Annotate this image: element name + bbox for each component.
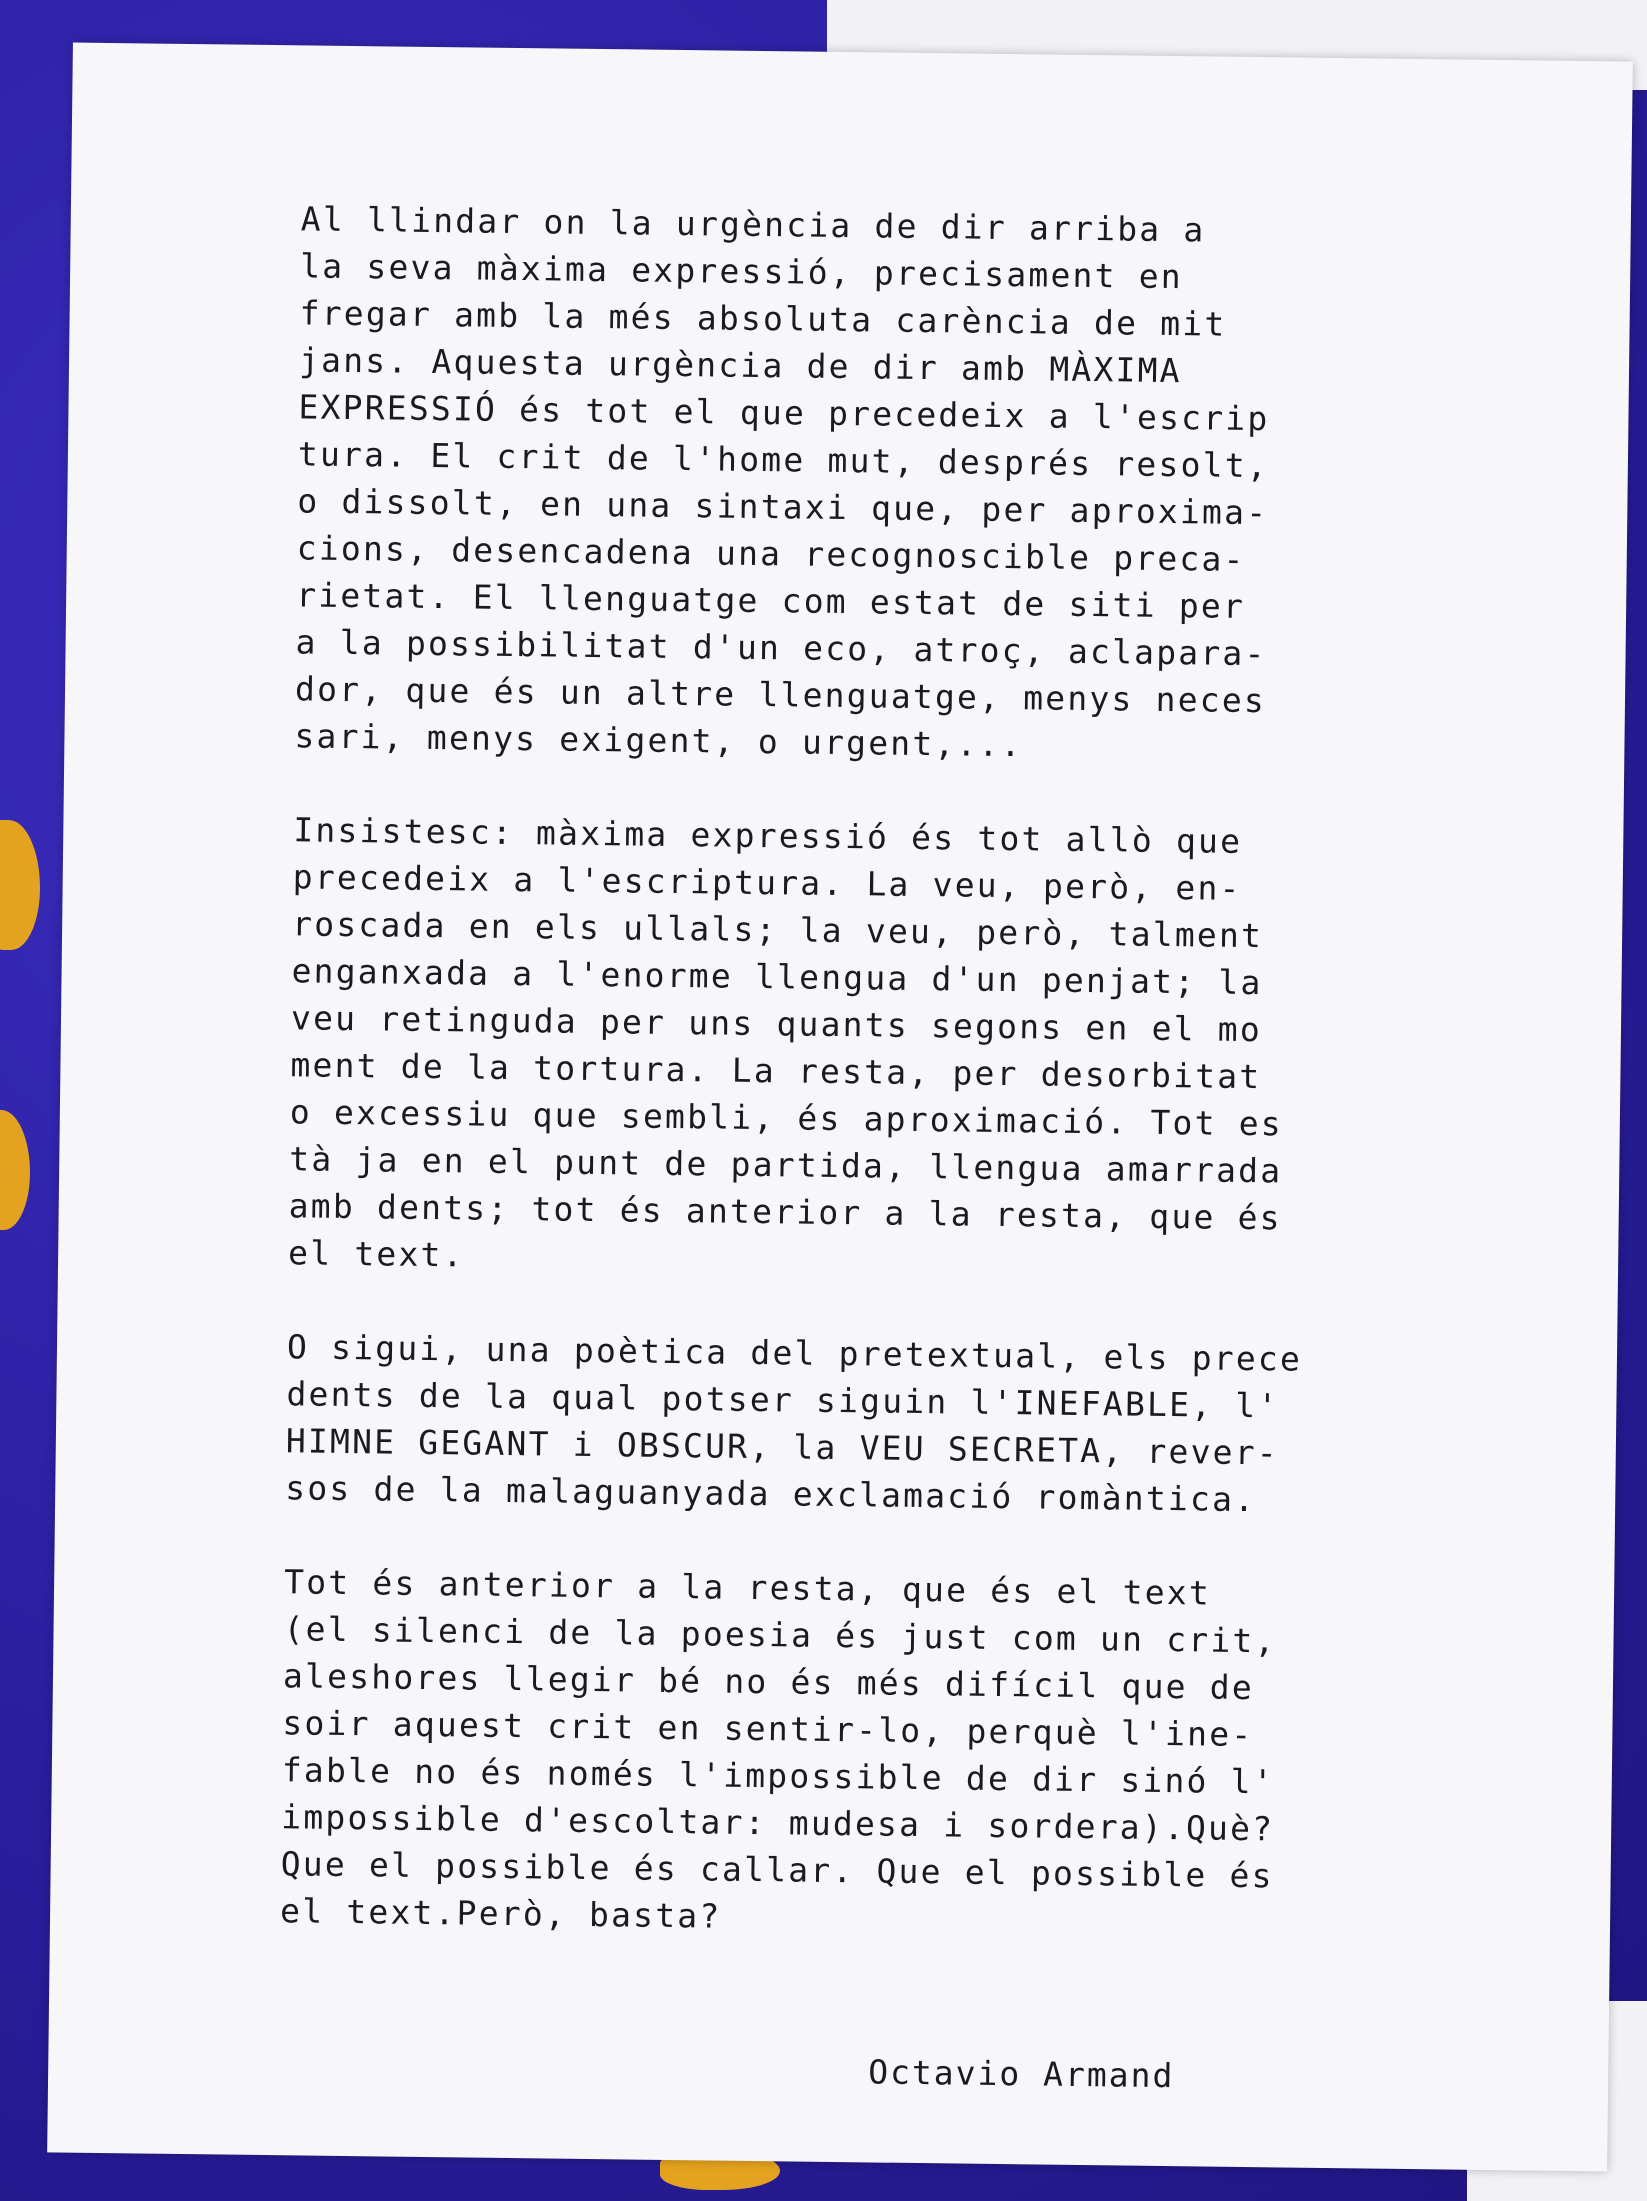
text-line: el text. bbox=[287, 1233, 465, 1275]
text-line: soir aquest crit en sentir-lo, perquè l'ine- bbox=[282, 1703, 1254, 1755]
paragraph-3 bbox=[285, 1323, 1467, 1525]
text-line: sari, menys exigent, o urgent,... bbox=[294, 716, 1023, 765]
text-line: ment de la tortura. La resta, per desorbitat bbox=[290, 1045, 1262, 1097]
text-line: veu retinguda per uns quants segons en el mo bbox=[290, 998, 1263, 1050]
text-line: a la possibilitat d'un eco, atroç, aclapara- bbox=[295, 622, 1267, 674]
text-line: dents de la qual potser siguin l'INEFABLE, l' bbox=[286, 1374, 1280, 1426]
text-line: la seva màxima expressió, precisament en bbox=[299, 246, 1184, 297]
text-line: Al llindar on la urgència de dir arriba a bbox=[300, 199, 1206, 250]
text-line: O sigui, una poètica del pretextual, els prece bbox=[286, 1327, 1303, 1379]
text-line: (el silenci de la poesia és just com un crit, bbox=[283, 1609, 1277, 1661]
text-line: jans. Aquesta urgència de dir amb MÀXIMA bbox=[298, 340, 1182, 391]
text-line: cions, desencadena una recognoscible preca- bbox=[296, 528, 1246, 579]
text-line: dor, que és un altre llenguatge, menys neces bbox=[294, 669, 1267, 721]
text-line: tura. El crit de l'home mut, després resolt, bbox=[297, 434, 1270, 486]
paragraph-4 bbox=[280, 1558, 1465, 1948]
text-line: fable no és només l'impossible de dir sinó l' bbox=[281, 1750, 1276, 1802]
text-line: precedeix a l'escriptura. La veu, però, en- bbox=[292, 857, 1242, 908]
text-line: tà ja en el punt de partida, llengua amarrada bbox=[289, 1139, 1283, 1191]
text-line: Tot és anterior a la resta, que és el text bbox=[283, 1562, 1212, 1613]
text-line: EXPRESSIÓ és tot el que precedeix a l'escrip bbox=[298, 387, 1270, 439]
text-line: el text.Però, basta? bbox=[279, 1891, 722, 1936]
typewritten-page bbox=[47, 43, 1633, 2172]
author-signature: Octavio Armand bbox=[867, 2052, 1175, 2096]
text-line: amb dents; tot és anterior a la resta, que és bbox=[288, 1186, 1282, 1238]
text-line: aleshores llegir bé no és més difícil que de bbox=[282, 1656, 1255, 1708]
text-line: rietat. El llenguatge com estat de siti per bbox=[295, 575, 1246, 626]
text-line: sos de la malaguanyada exclamació romàntica. bbox=[285, 1468, 1257, 1520]
text-line: Insistesc: màxima expressió és tot allò que bbox=[293, 810, 1243, 861]
text-line: HIMNE GEGANT i OBSCUR, la VEU SECRETA, rever- bbox=[285, 1421, 1280, 1473]
text-line: enganxada a l'enorme llengua d'un penjat; la bbox=[291, 951, 1263, 1003]
typewritten-text bbox=[279, 195, 1481, 1995]
text-line: roscada en els ullals; la veu, però, talment bbox=[291, 904, 1264, 956]
paragraph-2 bbox=[288, 806, 1474, 1290]
text-line: impossible d'escoltar: mudesa i sordera).Què? bbox=[281, 1797, 1275, 1849]
text-line: o dissolt, en una sintaxi que, per aproxima- bbox=[297, 481, 1269, 533]
text-line: o excessiu que sembli, és aproximació. Tot es bbox=[289, 1092, 1284, 1144]
text-line: fregar amb la més absoluta carència de mit bbox=[299, 293, 1227, 344]
text-line: Que el possible és callar. Que el possible és bbox=[280, 1844, 1274, 1896]
paragraph-1 bbox=[294, 195, 1481, 773]
